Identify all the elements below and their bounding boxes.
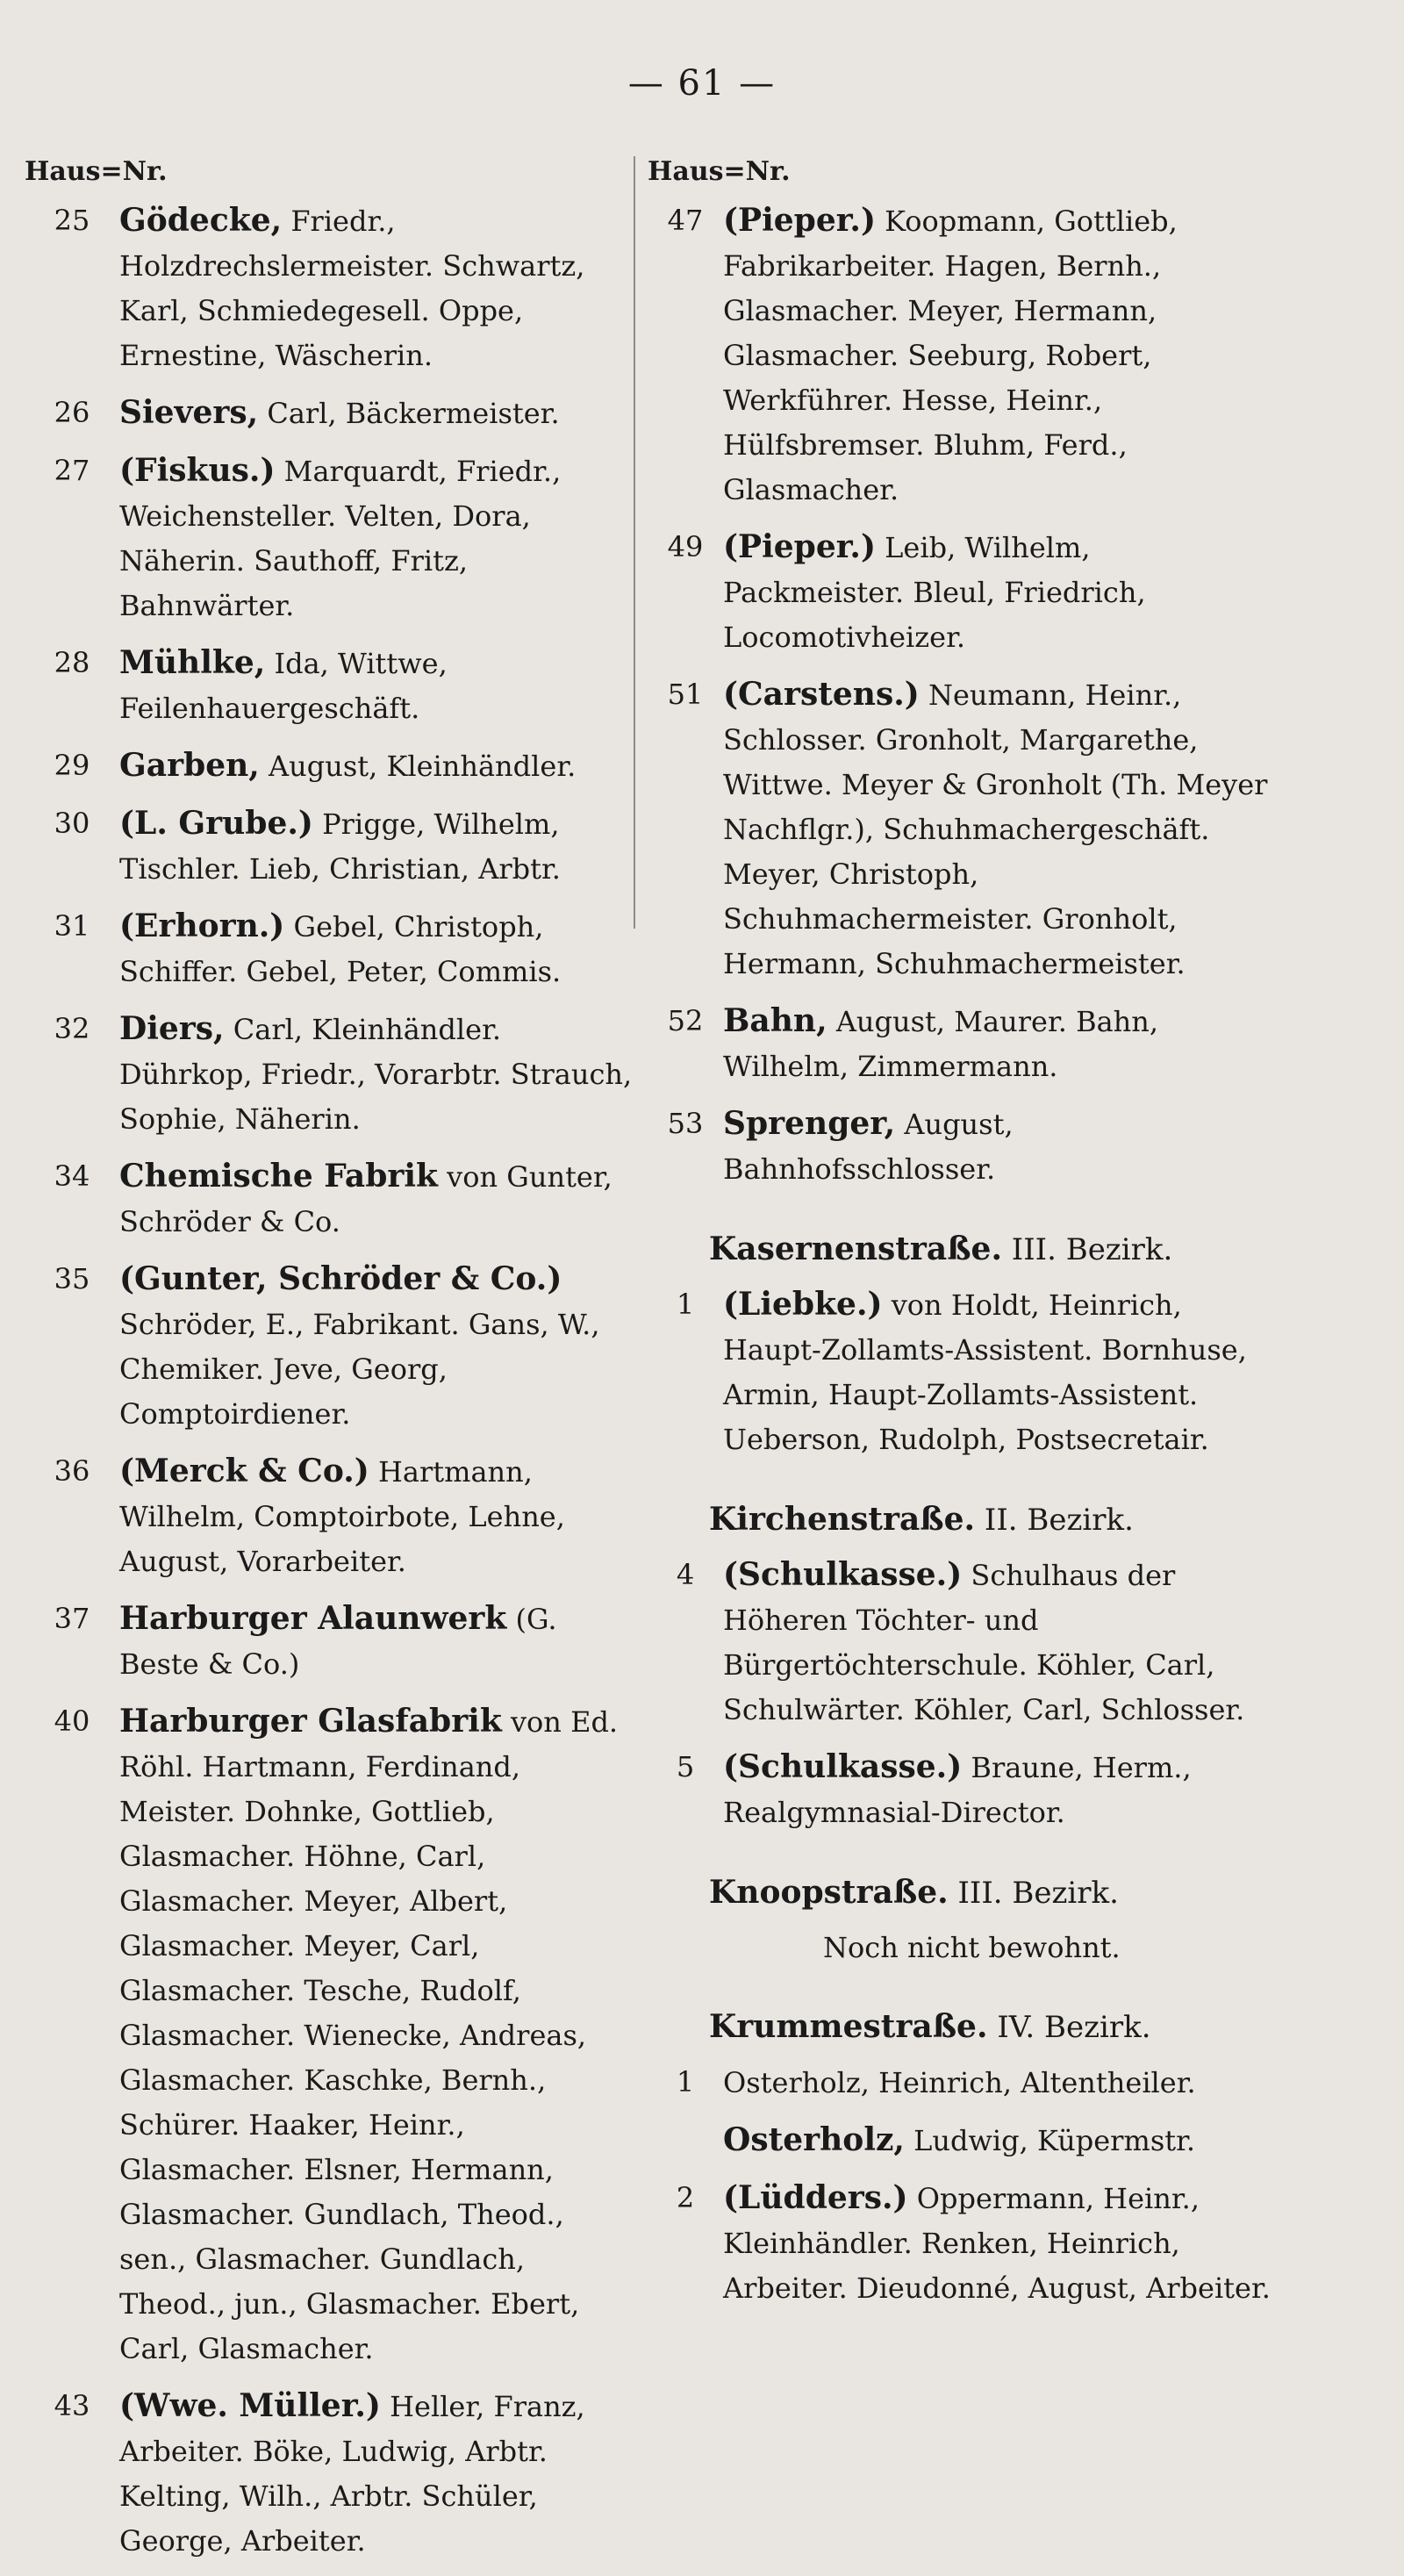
- directory-entry: [25, 198, 639, 378]
- page-number: — 61 —: [627, 63, 777, 104]
- house-number: 1: [676, 2065, 695, 2099]
- directory-entry: [25, 1007, 639, 1142]
- entry-text: [723, 1745, 1271, 1835]
- street-district: IV. Bezirk.: [997, 2010, 1151, 2045]
- house-number-header: Haus=Nr.: [25, 156, 168, 187]
- entry-residents: Carl, Kleinhändler. Dührkop, Friedr., Vorarbtr. Strauch, Sophie, Näherin.: [119, 1013, 633, 1136]
- street-district: II. Bezirk.: [984, 1503, 1134, 1538]
- entry-owner: Bahn,: [723, 1002, 827, 1039]
- entry-owner: Mühlke,: [119, 644, 266, 681]
- house-number: 30: [54, 807, 90, 840]
- entry-text: [119, 1257, 639, 1437]
- entry-owner: (Lüdders.): [723, 2179, 908, 2216]
- entry-owner: (Liebke.): [723, 1286, 883, 1323]
- street-heading: [709, 2005, 1271, 2049]
- entry-text: [119, 198, 639, 378]
- entry-residents: Friedr., Holzdrechslermeister. Schwartz, Karl, Schmiedegesell. Oppe, Ernestine, Wäscherin.: [119, 205, 585, 372]
- entry-owner: Harburger Alaunwerk: [119, 1600, 507, 1637]
- house-number: 25: [54, 204, 90, 237]
- entry-text: [119, 743, 639, 789]
- house-number: 34: [54, 1159, 90, 1193]
- entry-residents: August, Bahnhofsschlosser.: [723, 1108, 1014, 1186]
- house-number: 29: [54, 749, 90, 782]
- street-heading: [709, 1870, 1271, 1915]
- left-column: [25, 156, 639, 2576]
- entry-text: [119, 1154, 639, 1245]
- entry-text: [119, 1449, 639, 1584]
- entry-residents: (G. Beste & Co.): [119, 1603, 557, 1681]
- directory-entry: [648, 198, 1271, 513]
- entry-text: [119, 1007, 639, 1142]
- entry-text: [119, 448, 639, 628]
- directory-entry: [648, 1282, 1271, 1462]
- entry-text: [119, 2384, 639, 2564]
- directory-entry: [25, 641, 639, 731]
- house-number: 32: [54, 1012, 90, 1045]
- house-number: 1: [676, 1288, 695, 1321]
- house-number-header: Haus=Nr.: [648, 156, 791, 187]
- street-district: III. Bezirk.: [957, 1876, 1119, 1911]
- entry-residents: Carl, Bäckermeister.: [267, 397, 560, 430]
- entry-residents: von Ed. Röhl. Hartmann, Ferdinand, Meister. Dohnke, Gottlieb, Glasmacher. Höhne, Carl, Glasmacher. Meyer, Albert, Glasmacher. Meyer, Carl, Glasmacher. Tesche, Rudolf, Glasmacher. Wienecke, Andreas, Glasmacher. Kaschke, Bernh., Schürer. Haaker, Heinr., Glasmacher. Elsner, Hermann, Glasmacher. Gundlach, Theod., sen., Glasmacher. Gundlach, Theod., jun., Glasmacher. Ebert, Carl, Glasmacher.: [119, 1705, 619, 2365]
- street-name: Kasernenstraße.: [709, 1231, 1002, 1267]
- directory-entry: [25, 743, 639, 789]
- entry-text: [119, 904, 639, 994]
- entry-owner: Gödecke,: [119, 202, 283, 239]
- entry-residents: Schröder, E., Fabrikant. Gans, W., Chemiker. Jeve, Georg, Comptoirdiener.: [119, 1308, 600, 1431]
- entry-text: [723, 2060, 1271, 2106]
- entry-residents: August, Maurer. Bahn, Wilhelm, Zimmermann.: [723, 1005, 1159, 1083]
- directory-entry: [648, 2176, 1271, 2311]
- entry-residents: August, Kleinhändler.: [269, 750, 577, 783]
- directory-entry: [648, 999, 1271, 1089]
- entry-text: [723, 2118, 1271, 2163]
- entry-text: [723, 525, 1271, 660]
- directory-entry: [25, 904, 639, 994]
- entry-residents: Ida, Wittwe, Feilenhauergeschäft.: [119, 647, 448, 725]
- entry-residents: Prigge, Wilhelm, Tischler. Lieb, Christian, Arbtr.: [119, 807, 561, 886]
- entry-text: [723, 999, 1271, 1089]
- house-number: 49: [667, 530, 704, 563]
- entry-residents: Osterholz, Heinrich, Altentheiler.: [723, 2066, 1196, 2099]
- entry-text: [723, 198, 1271, 513]
- street-name: Krummestraße.: [709, 2008, 988, 2045]
- street-name: Knoopstraße.: [709, 1874, 949, 1911]
- street-note: Noch nicht bewohnt.: [823, 1931, 1121, 1964]
- house-number: 51: [667, 678, 704, 711]
- entry-owner: (Merck & Co.): [119, 1453, 369, 1489]
- house-number: 36: [54, 1454, 90, 1488]
- house-number: 31: [54, 909, 90, 943]
- entry-residents: Braune, Herm., Realgymnasial-Director.: [723, 1751, 1192, 1829]
- entry-text: [723, 1553, 1271, 1733]
- street-heading: [709, 1497, 1271, 1542]
- street-name: Kirchenstraße.: [709, 1501, 976, 1538]
- entry-residents: Neumann, Heinr., Schlosser. Gronholt, Margarethe, Wittwe. Meyer & Gronholt (Th. Meyer Nachflgr.), Schuhmachergeschäft. Meyer, Christoph, Schuhmachermeister. Gronholt, Hermann, Schuhmachermeister.: [723, 678, 1268, 980]
- directory-entry: [648, 672, 1271, 987]
- entry-owner: Harburger Glasfabrik: [119, 1703, 502, 1740]
- entry-residents: Heller, Franz, Arbeiter. Böke, Ludwig, Arbtr. Kelting, Wilh., Arbtr. Schüler, George, Arbeiter.: [119, 2390, 585, 2558]
- entry-text: [119, 391, 639, 436]
- house-number: [648, 2118, 723, 2163]
- entry-owner: (Erhorn.): [119, 908, 285, 944]
- entry-residents: von Holdt, Heinrich, Haupt-Zollamts-Assistent. Bornhuse, Armin, Haupt-Zollamts-Assistent. Ueberson, Rudolph, Postsecretair.: [723, 1288, 1247, 1456]
- street-heading: [709, 1227, 1271, 1272]
- entry-owner: Chemische Fabrik: [119, 1158, 438, 1195]
- house-number: 2: [676, 2181, 695, 2214]
- house-number: 43: [54, 2389, 90, 2422]
- house-number: 35: [54, 1262, 90, 1295]
- directory-entry: [648, 2060, 1271, 2106]
- directory-entry: [25, 801, 639, 892]
- directory-entry: [648, 1553, 1271, 1733]
- entry-owner: (Gunter, Schröder & Co.): [119, 1260, 562, 1297]
- entry-text: [723, 1282, 1271, 1462]
- directory-entry: [25, 448, 639, 628]
- entry-owner: (Wwe. Müller.): [119, 2387, 381, 2424]
- house-number: 4: [676, 1558, 695, 1591]
- house-number: 28: [54, 646, 90, 679]
- entry-residents: von Gunter, Schröder & Co.: [119, 1160, 612, 1238]
- entry-owner: (L. Grube.): [119, 805, 313, 842]
- directory-entry: [25, 1257, 639, 1437]
- directory-entry: [25, 1699, 639, 2371]
- entry-text: [119, 1597, 639, 1687]
- directory-entry: [25, 1597, 639, 1687]
- entry-text: [119, 641, 639, 731]
- entry-residents: Ludwig, Küpermstr.: [913, 2124, 1196, 2157]
- entry-text: [723, 1101, 1271, 1192]
- entry-text: [119, 801, 639, 892]
- right-column: [648, 156, 1271, 2323]
- house-number: 53: [667, 1107, 704, 1140]
- house-number: 47: [667, 204, 704, 237]
- entry-owner: (Pieper.): [723, 202, 876, 239]
- directory-entry: [648, 1745, 1271, 1835]
- entry-owner: Garben,: [119, 747, 260, 784]
- directory-entry: [25, 391, 639, 436]
- house-number: 5: [676, 1750, 695, 1783]
- entry-owner: (Fiskus.): [119, 452, 276, 489]
- street-district: III. Bezirk.: [1011, 1232, 1173, 1267]
- entry-residents: Schulhaus der Höheren Töchter- und Bürgertöchterschule. Köhler, Carl, Schulwärter. Köhler, Carl, Schlosser.: [723, 1559, 1245, 1726]
- entry-residents: Marquardt, Friedr., Weichensteller. Velten, Dora, Näherin. Sauthoff, Fritz, Bahnwärter.: [119, 455, 562, 622]
- entry-residents: Koopmann, Gottlieb, Fabrikarbeiter. Hagen, Bernh., Glasmacher. Meyer, Hermann, Glasmacher. Seeburg, Robert, Werkführer. Hesse, Heinr., Hülfsbremser. Bluhm, Ferd., Glasmacher.: [723, 205, 1178, 506]
- directory-entry: [25, 2384, 639, 2564]
- house-number: 52: [667, 1004, 704, 1037]
- entry-residents: Leib, Wilhelm, Packmeister. Bleul, Friedrich, Locomotivheizer.: [723, 531, 1146, 654]
- house-number: 40: [54, 1704, 90, 1738]
- entry-owner: Sievers,: [119, 394, 259, 431]
- directory-entry: [648, 525, 1271, 660]
- directory-entry: [25, 1449, 639, 1584]
- entry-owner: (Schulkasse.): [723, 1748, 963, 1785]
- entry-text: [119, 1699, 639, 2371]
- entry-owner: Diers,: [119, 1010, 225, 1047]
- directory-entry: [648, 1101, 1271, 1192]
- directory-entry: [25, 1154, 639, 1245]
- entry-residents: Hartmann, Wilhelm, Comptoirbote, Lehne, August, Vorarbeiter.: [119, 1455, 565, 1578]
- entry-owner: Osterholz,: [723, 2121, 905, 2158]
- entry-text: [723, 2176, 1271, 2311]
- house-number: 26: [54, 396, 90, 429]
- entry-residents: Gebel, Christoph, Schiffer. Gebel, Peter, Commis.: [119, 910, 562, 988]
- entry-residents: Oppermann, Heinr., Kleinhändler. Renken, Heinrich, Arbeiter. Dieudonné, August, Arbeiter.: [723, 2182, 1271, 2305]
- entry-owner: Sprenger,: [723, 1105, 896, 1142]
- entry-owner: (Pieper.): [723, 528, 876, 565]
- entry-owner: (Carstens.): [723, 676, 920, 713]
- entry-owner: (Schulkasse.): [723, 1556, 963, 1593]
- house-number: 27: [54, 454, 90, 487]
- house-number: 37: [54, 1602, 90, 1635]
- entry-text: [723, 672, 1271, 987]
- directory-entry: [648, 2118, 1271, 2163]
